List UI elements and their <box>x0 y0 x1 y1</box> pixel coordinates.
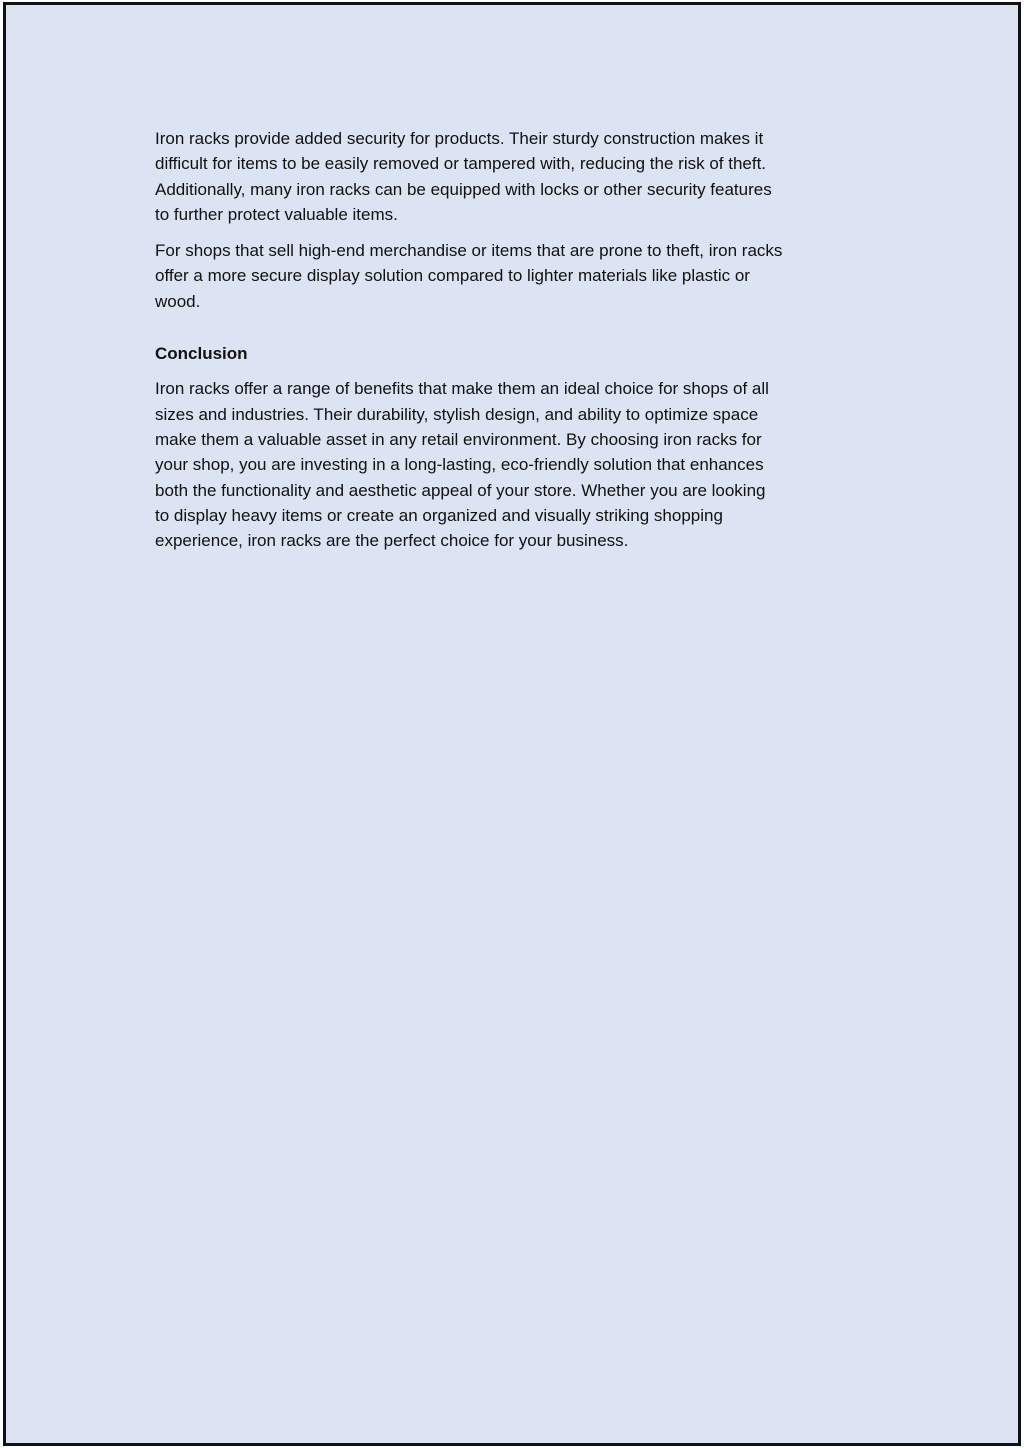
paragraph-high-end-shops: For shops that sell high-end merchandise or items that are prone to theft, iron racks offer a more secure display solution compared to lighter materials like plastic or wood. <box>155 241 783 311</box>
paragraph-conclusion: Iron racks offer a range of benefits that make them an ideal choice for shops of all sizes and industries. Their durability, stylish design, and ability to optimize space make them a valuable asset in any retail environment. By choosing iron racks for your shop, you are investing in a long-lasting, eco-friendly solution that enhances both the functionality and aesthetic appeal of your store. Whether you are looking to display heavy items or create an organized and visually striking shopping experience, iron racks are the perfect choice for your business. <box>155 379 769 551</box>
paragraph-security: Iron racks provide added security for products. Their sturdy construction makes it difficult for items to be easily removed or tampered with, reducing the risk of theft. Additionally, many iron racks can be equipped with locks or other security features to further protect valuable items. <box>155 129 772 224</box>
section-heading-conclusion: Conclusion <box>155 344 248 364</box>
document-body <box>155 126 871 564</box>
document-page <box>3 2 1021 1446</box>
